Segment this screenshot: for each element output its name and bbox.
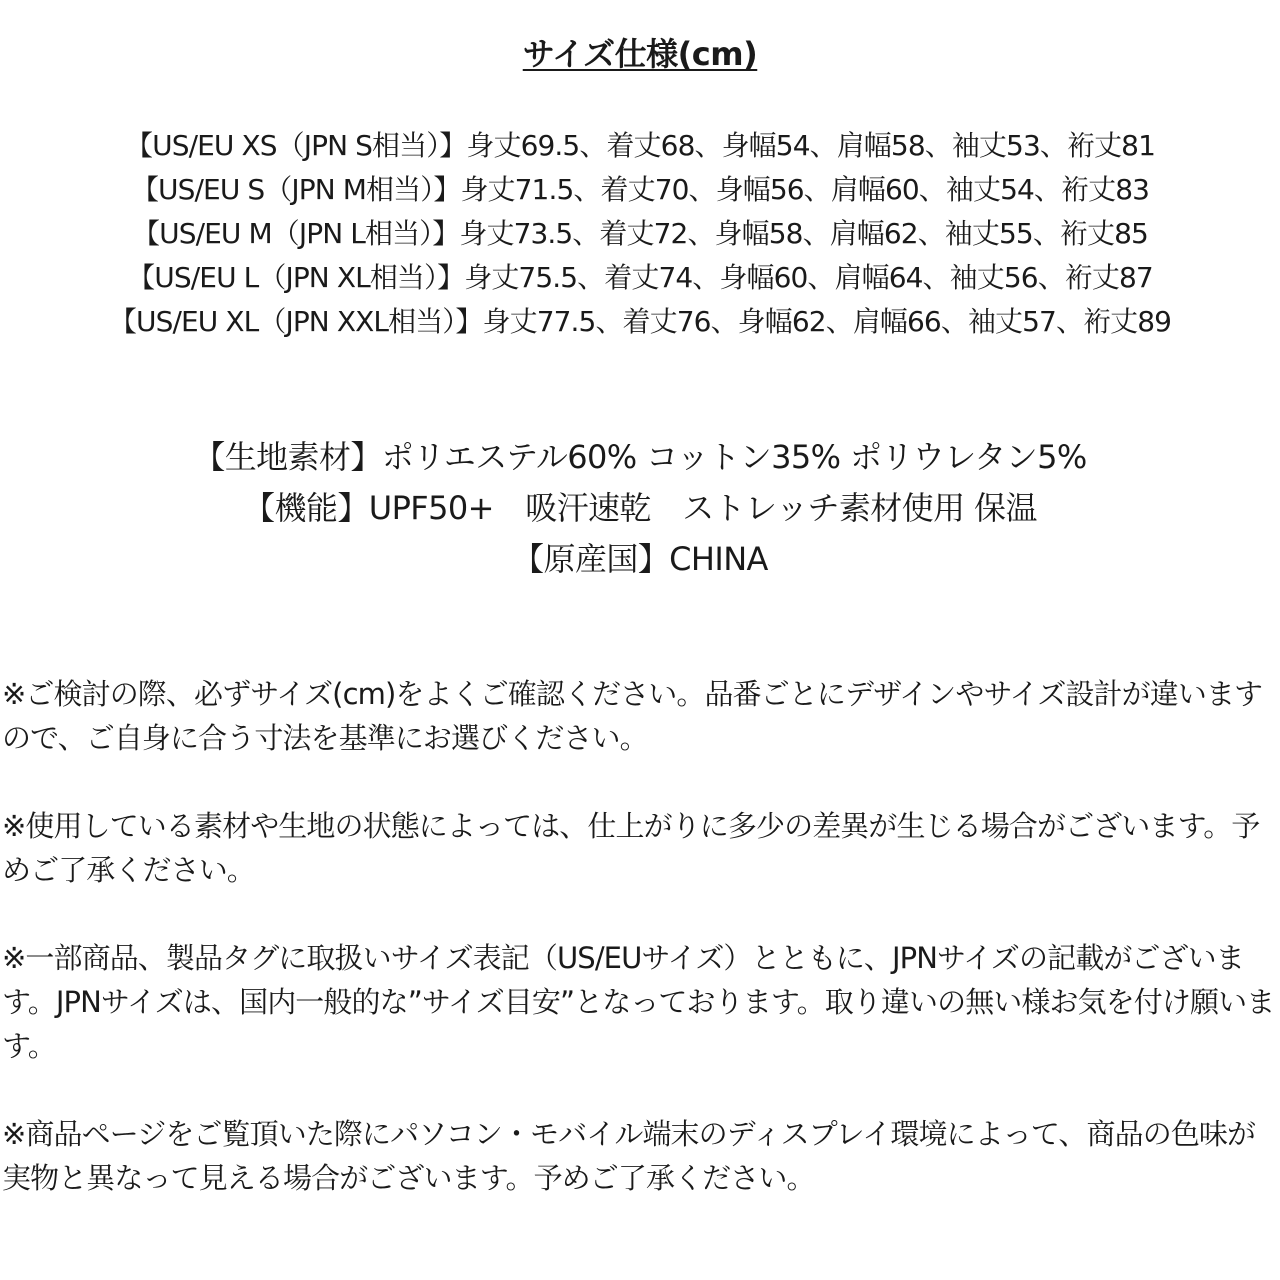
note-display-color: ※商品ページをご覧頂いた際にパソコン・モバイル端末のディスプレイ環境によって、商品の色味が実物と異なって見える場合がございます。予めご了承ください。 <box>2 1117 1256 1195</box>
size-row-l: 【US/EU L（JPN XL相当）】身丈75.5、着丈74、身幅60、肩幅64、袖丈56、裄丈87 <box>127 261 1153 294</box>
function-spec: 【機能】UPF50+ 吸汗速乾 ストレッチ素材使用 保温 <box>243 489 1037 527</box>
note-size-tag: ※一部商品、製品タグに取扱いサイズ表記（US/EUサイズ）とともに、JPNサイズの記載がございます。JPNサイズは、国内一般的な”サイズ目安”となっております。取り違いの無い様お気を付け願います。 <box>2 941 1275 1063</box>
page-title: サイズ仕様(cm) <box>522 35 758 73</box>
size-row-s: 【US/EU S（JPN M相当）】身丈71.5、着丈70、身幅56、肩幅60、袖丈54、裄丈83 <box>130 173 1150 206</box>
size-row-xl: 【US/EU XL（JPN XXL相当）】身丈77.5、着丈76、身幅62、肩幅66、袖丈57、裄丈89 <box>108 305 1172 338</box>
note-size-check: ※ご検討の際、必ずサイズ(cm)をよくご確認ください。品番ごとにデザインやサイズ設計が違いますので、ご自身に合う寸法を基準にお選びください。 <box>2 677 1263 755</box>
size-row-xs: 【US/EU XS（JPN S相当）】身丈69.5、着丈68、身幅54、肩幅58、袖丈53、裄丈81 <box>125 129 1155 162</box>
note-material-variance: ※使用している素材や生地の状態によっては、仕上がりに多少の差異が生じる場合がございます。予めご了承ください。 <box>2 809 1260 887</box>
origin-spec: 【原産国】CHINA <box>512 540 768 578</box>
product-specs <box>0 432 1280 585</box>
size-row-m: 【US/EU M（JPN L相当）】身丈73.5、着丈72、身幅58、肩幅62、袖丈55、裄丈85 <box>132 217 1148 250</box>
notes-section <box>2 672 1276 1244</box>
size-spec-list <box>0 124 1280 344</box>
material-spec: 【生地素材】ポリエステル60% コットン35% ポリウレタン5% <box>193 438 1087 476</box>
